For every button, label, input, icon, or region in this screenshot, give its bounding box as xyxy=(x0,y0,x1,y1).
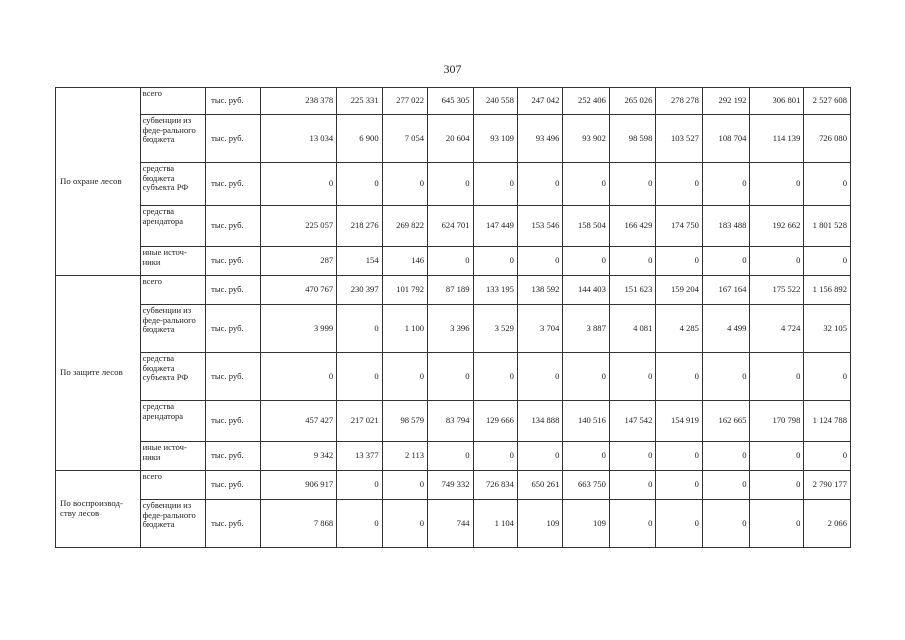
value-cell: 0 xyxy=(261,163,337,206)
value-cell: 0 xyxy=(609,353,656,401)
source-label: иные источ-ники xyxy=(140,442,206,471)
value-cell: 0 xyxy=(517,247,562,276)
source-label: всего xyxy=(140,276,206,305)
value-cell: 265 026 xyxy=(609,88,656,115)
table-row xyxy=(56,115,851,163)
value-cell: 0 xyxy=(656,471,703,500)
table-row xyxy=(56,206,851,247)
value-cell: 144 403 xyxy=(563,276,610,305)
source-label: средства арендатора xyxy=(140,206,206,247)
value-cell: 174 750 xyxy=(656,206,703,247)
value-cell: 0 xyxy=(750,163,804,206)
value-cell: 0 xyxy=(656,442,703,471)
value-cell: 114 139 xyxy=(750,115,804,163)
unit-cell: тыс. руб. xyxy=(206,353,261,401)
value-cell: 0 xyxy=(563,163,610,206)
value-cell: 1 100 xyxy=(382,305,427,353)
value-cell: 0 xyxy=(337,353,382,401)
value-cell: 1 104 xyxy=(473,500,517,548)
value-cell: 0 xyxy=(337,500,382,548)
source-label: средства бюджета субъекта РФ xyxy=(140,163,206,206)
value-cell: 277 022 xyxy=(382,88,427,115)
source-label: иные источ-ники xyxy=(140,247,206,276)
value-cell: 109 xyxy=(517,500,562,548)
value-cell: 0 xyxy=(428,163,473,206)
value-cell: 166 429 xyxy=(609,206,656,247)
source-label: всего xyxy=(140,88,206,115)
value-cell: 0 xyxy=(609,471,656,500)
value-cell: 170 798 xyxy=(750,401,804,442)
value-cell: 0 xyxy=(517,163,562,206)
value-cell: 0 xyxy=(517,353,562,401)
value-cell: 4 724 xyxy=(750,305,804,353)
total-cell: 2 527 608 xyxy=(804,88,851,115)
total-cell: 0 xyxy=(804,247,851,276)
value-cell: 13 034 xyxy=(261,115,337,163)
value-cell: 3 999 xyxy=(261,305,337,353)
value-cell: 175 522 xyxy=(750,276,804,305)
value-cell: 0 xyxy=(428,442,473,471)
value-cell: 0 xyxy=(609,247,656,276)
value-cell: 108 704 xyxy=(702,115,750,163)
value-cell: 470 767 xyxy=(261,276,337,305)
value-cell: 0 xyxy=(750,471,804,500)
value-cell: 192 662 xyxy=(750,206,804,247)
value-cell: 0 xyxy=(609,442,656,471)
value-cell: 147 449 xyxy=(473,206,517,247)
table-row xyxy=(56,500,851,548)
total-cell: 0 xyxy=(804,442,851,471)
value-cell: 4 285 xyxy=(656,305,703,353)
value-cell: 0 xyxy=(337,305,382,353)
value-cell: 0 xyxy=(382,353,427,401)
value-cell: 0 xyxy=(563,247,610,276)
total-cell: 1 124 788 xyxy=(804,401,851,442)
value-cell: 129 666 xyxy=(473,401,517,442)
value-cell: 3 887 xyxy=(563,305,610,353)
value-cell: 624 701 xyxy=(428,206,473,247)
value-cell: 154 xyxy=(337,247,382,276)
value-cell: 158 504 xyxy=(563,206,610,247)
source-label: субвенции из феде-рального бюджета xyxy=(140,305,206,353)
section-title: По воспроизвод-ству лесов xyxy=(56,471,141,548)
value-cell: 3 529 xyxy=(473,305,517,353)
value-cell: 93 902 xyxy=(563,115,610,163)
value-cell: 7 868 xyxy=(261,500,337,548)
value-cell: 306 801 xyxy=(750,88,804,115)
value-cell: 269 822 xyxy=(382,206,427,247)
value-cell: 225 057 xyxy=(261,206,337,247)
value-cell: 151 623 xyxy=(609,276,656,305)
value-cell: 20 604 xyxy=(428,115,473,163)
funding-table xyxy=(55,87,851,548)
value-cell: 0 xyxy=(702,500,750,548)
value-cell: 247 042 xyxy=(517,88,562,115)
value-cell: 140 516 xyxy=(563,401,610,442)
source-label: всего xyxy=(140,471,206,500)
unit-cell: тыс. руб. xyxy=(206,276,261,305)
value-cell: 3 704 xyxy=(517,305,562,353)
table-row xyxy=(56,442,851,471)
table-row xyxy=(56,471,851,500)
value-cell: 167 164 xyxy=(702,276,750,305)
value-cell: 0 xyxy=(563,353,610,401)
value-cell: 287 xyxy=(261,247,337,276)
value-cell: 0 xyxy=(563,442,610,471)
value-cell: 0 xyxy=(609,163,656,206)
value-cell: 93 109 xyxy=(473,115,517,163)
source-label: средства арендатора xyxy=(140,401,206,442)
unit-cell: тыс. руб. xyxy=(206,442,261,471)
value-cell: 2 113 xyxy=(382,442,427,471)
value-cell: 292 192 xyxy=(702,88,750,115)
value-cell: 0 xyxy=(750,247,804,276)
value-cell: 0 xyxy=(750,353,804,401)
value-cell: 218 276 xyxy=(337,206,382,247)
value-cell: 9 342 xyxy=(261,442,337,471)
source-label: субвенции из феде-рального бюджета xyxy=(140,115,206,163)
value-cell: 0 xyxy=(428,353,473,401)
page-number: 307 xyxy=(443,62,462,76)
value-cell: 0 xyxy=(656,353,703,401)
value-cell: 0 xyxy=(473,353,517,401)
value-cell: 138 592 xyxy=(517,276,562,305)
value-cell: 0 xyxy=(609,500,656,548)
unit-cell: тыс. руб. xyxy=(206,163,261,206)
value-cell: 0 xyxy=(702,163,750,206)
unit-cell: тыс. руб. xyxy=(206,88,261,115)
total-cell: 2 066 xyxy=(804,500,851,548)
value-cell: 650 261 xyxy=(517,471,562,500)
value-cell: 0 xyxy=(517,442,562,471)
value-cell: 749 332 xyxy=(428,471,473,500)
total-cell: 1 801 528 xyxy=(804,206,851,247)
value-cell: 278 278 xyxy=(656,88,703,115)
value-cell: 98 579 xyxy=(382,401,427,442)
value-cell: 98 598 xyxy=(609,115,656,163)
table-row xyxy=(56,88,851,115)
value-cell: 726 834 xyxy=(473,471,517,500)
value-cell: 0 xyxy=(473,163,517,206)
total-cell: 0 xyxy=(804,163,851,206)
value-cell: 0 xyxy=(473,442,517,471)
value-cell: 0 xyxy=(382,500,427,548)
value-cell: 133 195 xyxy=(473,276,517,305)
table-row xyxy=(56,247,851,276)
value-cell: 13 377 xyxy=(337,442,382,471)
value-cell: 147 542 xyxy=(609,401,656,442)
value-cell: 252 406 xyxy=(563,88,610,115)
value-cell: 0 xyxy=(702,442,750,471)
unit-cell: тыс. руб. xyxy=(206,206,261,247)
value-cell: 93 496 xyxy=(517,115,562,163)
unit-cell: тыс. руб. xyxy=(206,305,261,353)
value-cell: 0 xyxy=(702,471,750,500)
source-label: средства бюджета субъекта РФ xyxy=(140,353,206,401)
table-row xyxy=(56,401,851,442)
value-cell: 0 xyxy=(261,353,337,401)
value-cell: 4 499 xyxy=(702,305,750,353)
section-title: По защите лесов xyxy=(56,276,141,471)
value-cell: 240 558 xyxy=(473,88,517,115)
value-cell: 0 xyxy=(656,500,703,548)
table-row xyxy=(56,353,851,401)
value-cell: 83 794 xyxy=(428,401,473,442)
value-cell: 6 900 xyxy=(337,115,382,163)
value-cell: 0 xyxy=(428,247,473,276)
total-cell: 32 105 xyxy=(804,305,851,353)
value-cell: 238 378 xyxy=(261,88,337,115)
value-cell: 103 527 xyxy=(656,115,703,163)
value-cell: 0 xyxy=(750,442,804,471)
value-cell: 146 xyxy=(382,247,427,276)
total-cell: 726 080 xyxy=(804,115,851,163)
section-title: По охране лесов xyxy=(56,88,141,276)
value-cell: 663 750 xyxy=(563,471,610,500)
value-cell: 0 xyxy=(382,163,427,206)
value-cell: 134 888 xyxy=(517,401,562,442)
value-cell: 159 204 xyxy=(656,276,703,305)
value-cell: 0 xyxy=(656,247,703,276)
total-cell: 1 156 892 xyxy=(804,276,851,305)
table-row xyxy=(56,305,851,353)
value-cell: 645 305 xyxy=(428,88,473,115)
total-cell: 2 790 177 xyxy=(804,471,851,500)
unit-cell: тыс. руб. xyxy=(206,471,261,500)
total-cell: 0 xyxy=(804,353,851,401)
value-cell: 0 xyxy=(382,471,427,500)
value-cell: 109 xyxy=(563,500,610,548)
value-cell: 0 xyxy=(702,353,750,401)
value-cell: 162 665 xyxy=(702,401,750,442)
value-cell: 101 792 xyxy=(382,276,427,305)
value-cell: 154 919 xyxy=(656,401,703,442)
table-row xyxy=(56,276,851,305)
unit-cell: тыс. руб. xyxy=(206,247,261,276)
value-cell: 457 427 xyxy=(261,401,337,442)
value-cell: 0 xyxy=(337,163,382,206)
unit-cell: тыс. руб. xyxy=(206,500,261,548)
source-label: субвенции из феде-рального бюджета xyxy=(140,500,206,548)
table-row xyxy=(56,163,851,206)
value-cell: 906 917 xyxy=(261,471,337,500)
value-cell: 3 396 xyxy=(428,305,473,353)
unit-cell: тыс. руб. xyxy=(206,401,261,442)
value-cell: 0 xyxy=(337,471,382,500)
value-cell: 225 331 xyxy=(337,88,382,115)
value-cell: 87 189 xyxy=(428,276,473,305)
value-cell: 0 xyxy=(473,247,517,276)
value-cell: 4 081 xyxy=(609,305,656,353)
value-cell: 0 xyxy=(656,163,703,206)
value-cell: 0 xyxy=(750,500,804,548)
value-cell: 0 xyxy=(702,247,750,276)
value-cell: 744 xyxy=(428,500,473,548)
value-cell: 153 546 xyxy=(517,206,562,247)
value-cell: 230 397 xyxy=(337,276,382,305)
unit-cell: тыс. руб. xyxy=(206,115,261,163)
value-cell: 183 488 xyxy=(702,206,750,247)
value-cell: 7 054 xyxy=(382,115,427,163)
value-cell: 217 021 xyxy=(337,401,382,442)
